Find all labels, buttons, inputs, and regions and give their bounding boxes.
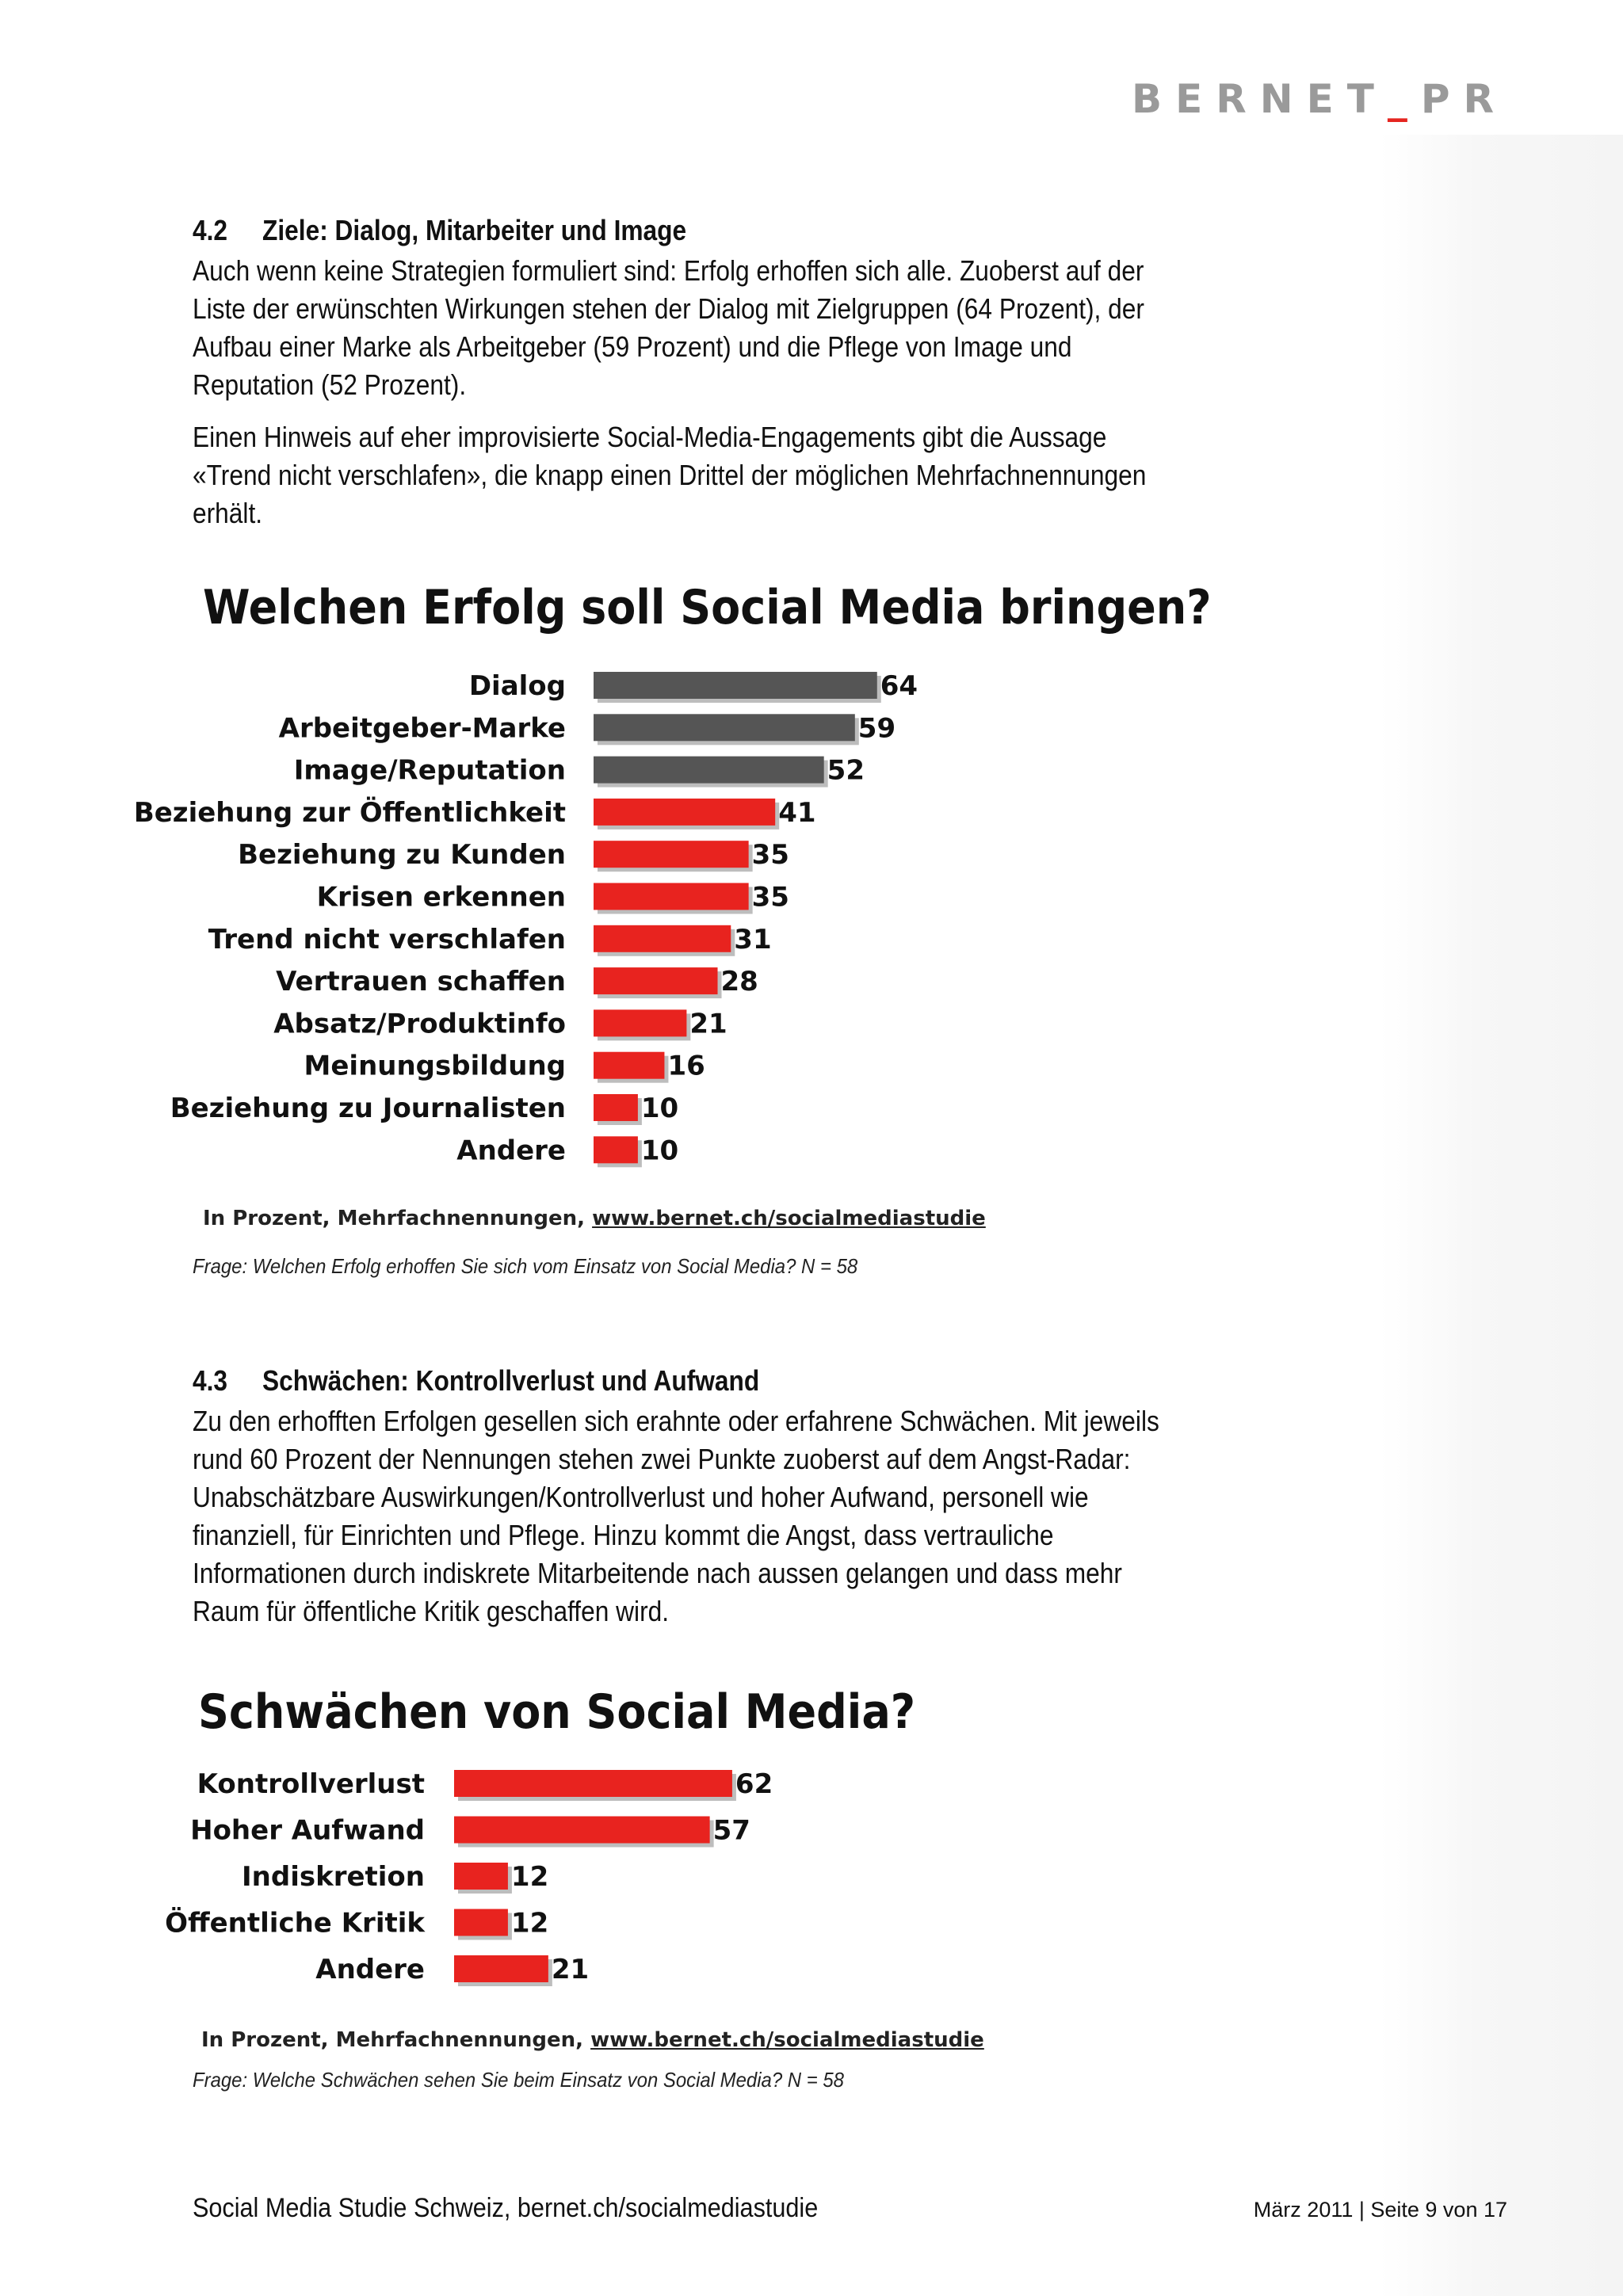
bar [454, 1909, 508, 1936]
section-title: Schwächen: Kontrollverlust und Aufwand [262, 1364, 760, 1397]
category-label: Hoher Aufwand [190, 1814, 425, 1847]
bar [594, 925, 731, 952]
value-label: 41 [778, 796, 816, 829]
value-label: 64 [880, 670, 918, 702]
chart-source [201, 2028, 984, 2052]
category-label: Image/Reputation [293, 754, 566, 787]
footer-page-info: März 2011 | Seite 9 von 17 [1253, 2198, 1507, 2222]
source-link[interactable]: www.bernet.ch/socialmediastudie [592, 1207, 986, 1230]
source-prefix: In Prozent, Mehrfachnennungen, [203, 1207, 593, 1230]
value-label: 35 [751, 881, 789, 913]
value-label: 21 [551, 1954, 590, 1985]
value-label: 31 [734, 923, 772, 955]
value-label: 16 [667, 1050, 705, 1082]
value-label: 57 [712, 1814, 750, 1847]
section-heading [193, 214, 1057, 247]
bar [594, 1052, 664, 1079]
bar [594, 757, 824, 784]
value-label: 21 [689, 1008, 727, 1040]
value-label: 12 [510, 1907, 549, 1939]
category-label: Absatz/Produktinfo [273, 1008, 566, 1040]
category-label: Beziehung zu Journalisten [170, 1093, 566, 1124]
bar [594, 672, 877, 699]
category-label: Indiskretion [242, 1861, 425, 1893]
value-label: 59 [857, 712, 896, 745]
category-label: Meinungsbildung [304, 1050, 566, 1082]
category-label: Trend nicht verschlafen [208, 923, 566, 955]
bar [594, 1094, 638, 1121]
value-label: 12 [510, 1861, 549, 1893]
value-label: 28 [720, 966, 758, 998]
section-body [193, 1402, 1169, 1630]
value-label: 52 [827, 754, 865, 787]
bar [594, 883, 749, 910]
chart-title: Schwächen von Social Media? [198, 1684, 916, 1740]
category-label: Vertrauen schaffen [276, 966, 566, 998]
category-label: Beziehung zu Kunden [238, 839, 566, 871]
section-number: 4.2 [193, 214, 228, 246]
category-label: Dialog [468, 670, 566, 702]
value-label: 35 [751, 839, 789, 871]
logo-underscore: _ [1387, 76, 1421, 122]
bar [594, 967, 718, 994]
section-title: Ziele: Dialog, Mitarbeiter und Image [262, 214, 687, 246]
chart-caption: Frage: Welche Schwächen sehen Sie beim Einsatz von Social Media? N = 58 [193, 2068, 844, 2092]
category-label: Arbeitgeber-Marke [278, 712, 566, 745]
bar [454, 1770, 732, 1797]
source-link[interactable]: www.bernet.ch/socialmediastudie [590, 2028, 984, 2052]
category-label: Beziehung zur Öffentlichkeit [133, 796, 566, 829]
category-label: Krisen erkennen [316, 881, 566, 913]
section-number: 4.3 [193, 1364, 228, 1397]
logo-suffix: PR [1420, 76, 1507, 122]
chart-title: Welchen Erfolg soll Social Media bringen? [203, 580, 1212, 635]
paragraph: Auch wenn keine Strategien formuliert sind: Erfolg erhoffen sich alle. Zuoberst auf der Liste der erwünschten Wirkungen stehen der Dialog mit Zielgruppen (64 Prozent), der Aufbau einer Marke als Arbeitgeber (59 Prozent) und die Pflege von Image und Reputation (52 Prozent). [193, 254, 1144, 401]
page-edge-shading [1379, 135, 1623, 2296]
value-label: 10 [640, 1135, 679, 1167]
section-body [193, 252, 1169, 532]
category-label: Andere [456, 1135, 566, 1167]
bar [454, 1955, 548, 1982]
chart-weaknesses [0, 1762, 1030, 2016]
bar [594, 1136, 638, 1163]
category-label: Andere [315, 1954, 425, 1985]
section-4-3 [193, 1364, 1175, 1645]
logo-main: BERNET [1131, 76, 1388, 122]
section-heading [193, 1364, 1057, 1398]
chart-caption: Frage: Welchen Erfolg erhoffen Sie sich vom Einsatz von Social Media? N = 58 [193, 1254, 858, 1278]
paragraph: Zu den erhofften Erfolgen gesellen sich erahnte oder erfahrene Schwächen. Mit jeweils rund 60 Prozent der Nennungen stehen zwei Punkte zuoberst auf dem Angst-Radar: Unabschätzbare Auswirkungen/Kontrollverlust und hoher Aufwand, personell wie finanziell, für Einrichten und Pflege. Hinzu kommt die Angst, dass vertrauliche Informationen durch indiskrete Mitarbeitende nach aussen gelangen und dass mehr Raum für öffentliche Kritik geschaffen wird. [193, 1405, 1159, 1627]
chart-source [203, 1207, 986, 1230]
bernet-pr-logo [1132, 76, 1507, 122]
value-label: 10 [640, 1093, 679, 1124]
section-4-2 [193, 214, 1175, 547]
category-label: Öffentliche Kritik [165, 1907, 425, 1939]
bar [454, 1817, 710, 1844]
chart-success-goals [0, 658, 1030, 1212]
category-label: Kontrollverlust [197, 1768, 425, 1800]
bar [594, 799, 775, 826]
bar [454, 1863, 508, 1890]
bar [594, 841, 749, 868]
bar [594, 1009, 686, 1036]
bar [594, 714, 855, 741]
footer-left: Social Media Studie Schweiz, bernet.ch/socialmediastudie [193, 2193, 819, 2223]
value-label: 62 [735, 1768, 773, 1800]
source-prefix: In Prozent, Mehrfachnennungen, [201, 2028, 591, 2052]
paragraph: Einen Hinweis auf eher improvisierte Social-Media-Engagements gibt die Aussage «Trend nicht verschlafen», die knapp einen Drittel der möglichen Mehrfachnennungen erhält. [193, 421, 1147, 529]
